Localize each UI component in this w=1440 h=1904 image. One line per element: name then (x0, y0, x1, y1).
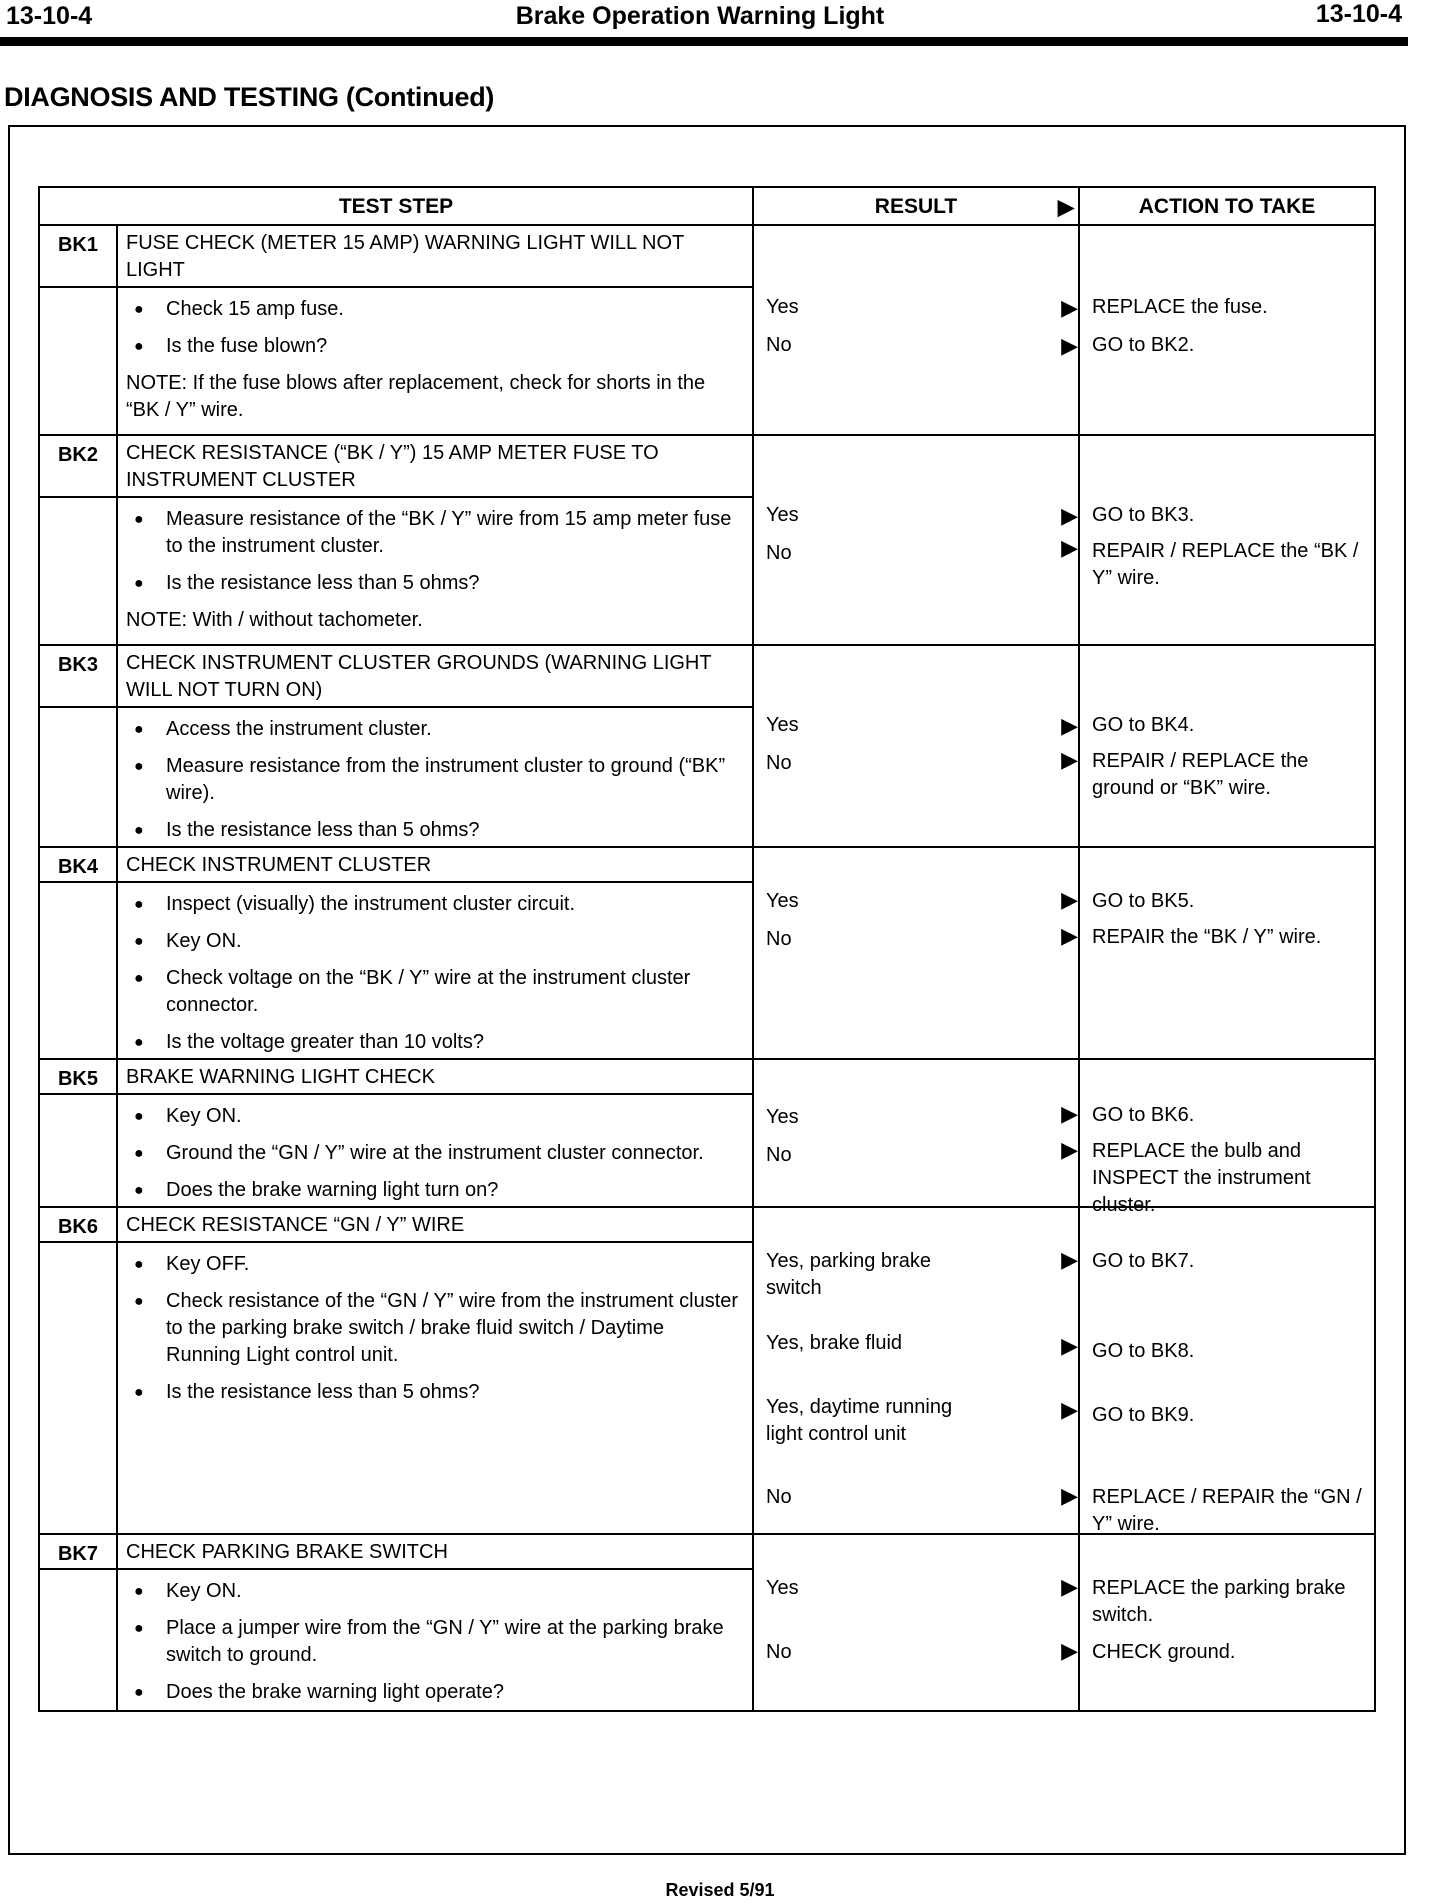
table-header-row (39, 187, 1375, 225)
step-id: BK1 (39, 225, 117, 287)
action-text: GO to BK6. (1092, 1104, 1195, 1126)
list-item: ● Is the voltage greater than 10 volts? (126, 1029, 744, 1056)
page-title: Brake Operation Warning Light (515, 2, 885, 30)
action-text: REPLACE the fuse. (1092, 296, 1268, 318)
step-id-spacer (39, 707, 117, 847)
step-id: BK6 (39, 1207, 117, 1242)
test-step-header: TEST STEP (39, 187, 753, 225)
arrow-right-icon: ▶ (1061, 295, 1079, 320)
arrow-right-icon: ▶ (1061, 713, 1079, 738)
action-cell (1079, 435, 1375, 645)
table-row (39, 1534, 1375, 1569)
step-body (117, 497, 753, 645)
result-cell (753, 645, 1079, 847)
table-row (39, 1207, 1375, 1242)
arrow-right-icon: ▶ (1057, 196, 1075, 219)
step-title: CHECK PARKING BRAKE SWITCH (117, 1534, 753, 1569)
list-item: ● Key ON. (126, 928, 744, 955)
list-item: ● Is the resistance less than 5 ohms? (126, 570, 744, 597)
step-body (117, 882, 753, 1059)
action-text: REPAIR the “BK / Y” wire. (1092, 926, 1322, 948)
action-text: REPAIR / REPLACE the ground or “BK” wire. (1092, 750, 1309, 799)
arrow-right-icon: ▶ (1061, 503, 1079, 528)
list-item: ● Inspect (visually) the instrument cluster circuit. (126, 891, 744, 918)
result-value: Yes (766, 890, 799, 912)
list-item: ● Key ON. (126, 1578, 744, 1605)
result-value: No (766, 1144, 792, 1166)
arrow-right-icon: ▶ (1061, 333, 1079, 358)
table-row (39, 225, 1375, 287)
result-value: No (766, 334, 792, 356)
step-id-spacer (39, 1569, 117, 1711)
step-body (117, 707, 753, 847)
arrow-right-icon: ▶ (1061, 1574, 1079, 1599)
action-header: ACTION TO TAKE (1079, 187, 1375, 225)
step-id-spacer (39, 1094, 117, 1207)
result-value: No (766, 542, 792, 564)
step-body (117, 1242, 753, 1534)
arrow-right-icon: ▶ (1061, 1137, 1079, 1162)
result-header-label: RESULT (874, 194, 958, 218)
step-body (117, 1569, 753, 1711)
section-title: DIAGNOSIS AND TESTING (Continued) (4, 82, 495, 112)
result-cell (753, 1534, 1079, 1711)
result-cell (753, 1207, 1079, 1534)
action-cell (1079, 1207, 1375, 1534)
result-value: Yes (766, 1106, 799, 1128)
action-text: GO to BK8. (1092, 1340, 1195, 1362)
action-text: REPLACE / REPAIR the “GN / Y” wire. (1092, 1486, 1362, 1535)
list-item: ● Is the fuse blown? (126, 333, 744, 360)
action-text: GO to BK3. (1092, 504, 1195, 526)
action-cell (1079, 1534, 1375, 1711)
list-item: ● Ground the “GN / Y” wire at the instrument cluster connector. (126, 1140, 744, 1167)
action-text: REPLACE the bulb and INSPECT the instrument cluster. (1092, 1140, 1311, 1216)
result-value: Yes, daytime running light control unit (766, 1396, 953, 1445)
result-value: No (766, 1486, 792, 1508)
list-item: ● Check voltage on the “BK / Y” wire at the instrument cluster connector. (126, 965, 744, 1019)
diagnosis-table (38, 186, 1376, 1712)
step-title: CHECK INSTRUMENT CLUSTER GROUNDS (WARNING LIGHT WILL NOT TURN ON) (117, 645, 753, 707)
action-cell (1079, 225, 1375, 435)
arrow-right-icon: ▶ (1061, 1247, 1079, 1272)
step-id: BK7 (39, 1534, 117, 1569)
list-item: ● Key OFF. (126, 1251, 744, 1278)
action-cell (1079, 645, 1375, 847)
list-item: ● Does the brake warning light turn on? (126, 1177, 744, 1204)
step-id-spacer (39, 1242, 117, 1534)
step-title: FUSE CHECK (METER 15 AMP) WARNING LIGHT WILL NOT LIGHT (117, 225, 753, 287)
table-row (39, 435, 1375, 497)
step-id-spacer (39, 497, 117, 645)
step-title: BRAKE WARNING LIGHT CHECK (117, 1059, 753, 1094)
page-number-right: 13-10-4 (1315, 0, 1402, 28)
page-number-left: 13-10-4 (6, 2, 93, 30)
list-item: ● Measure resistance of the “BK / Y” wire from 15 amp meter fuse to the instrument cluster. (126, 506, 744, 560)
result-header (753, 187, 1079, 225)
page-header (0, 0, 1408, 44)
result-value: No (766, 752, 792, 774)
arrow-right-icon: ▶ (1061, 887, 1079, 912)
step-id: BK2 (39, 435, 117, 497)
list-item: ● Key ON. (126, 1103, 744, 1130)
step-note: NOTE: If the fuse blows after replacement, check for shorts in the “BK / Y” wire. (126, 372, 706, 421)
result-cell (753, 435, 1079, 645)
list-item: ● Check resistance of the “GN / Y” wire from the instrument cluster to the parking brake switch / brake fluid switch / Daytime Running Light control unit. (126, 1288, 744, 1369)
step-title: CHECK INSTRUMENT CLUSTER (117, 847, 753, 882)
step-id: BK4 (39, 847, 117, 882)
list-item: ● Check 15 amp fuse. (126, 296, 744, 323)
step-id-spacer (39, 882, 117, 1059)
action-text: GO to BK5. (1092, 890, 1195, 912)
list-item: ● Place a jumper wire from the “GN / Y” wire at the parking brake switch to ground. (126, 1615, 744, 1669)
result-value: Yes (766, 296, 799, 318)
result-cell (753, 847, 1079, 1059)
arrow-right-icon: ▶ (1061, 535, 1079, 560)
list-item: ● Is the resistance less than 5 ohms? (126, 1379, 744, 1406)
list-item: ● Does the brake warning light operate? (126, 1679, 744, 1706)
arrow-right-icon: ▶ (1061, 923, 1079, 948)
result-value: No (766, 1641, 792, 1663)
arrow-right-icon: ▶ (1061, 1638, 1079, 1663)
arrow-right-icon: ▶ (1061, 1333, 1079, 1358)
result-value: Yes (766, 714, 799, 736)
action-text: CHECK ground. (1092, 1641, 1236, 1663)
result-value: Yes (766, 504, 799, 526)
arrow-right-icon: ▶ (1061, 1397, 1079, 1422)
arrow-right-icon: ▶ (1061, 747, 1079, 772)
action-text: REPLACE the parking brake switch. (1092, 1577, 1346, 1626)
table-row (39, 1059, 1375, 1094)
table-row (39, 645, 1375, 707)
list-item: ● Is the resistance less than 5 ohms? (126, 817, 744, 844)
action-cell (1079, 1059, 1375, 1216)
arrow-right-icon: ▶ (1061, 1483, 1079, 1508)
action-text: GO to BK2. (1092, 334, 1195, 356)
step-body (117, 1094, 753, 1207)
step-note: NOTE: With / without tachometer. (126, 609, 423, 631)
action-text: GO to BK4. (1092, 714, 1195, 736)
list-item: ● Access the instrument cluster. (126, 716, 744, 743)
result-value: No (766, 928, 792, 950)
revision-footer: Revised 5/91 (665, 1880, 775, 1900)
result-value: Yes, brake fluid (766, 1332, 903, 1354)
list-item: ● Measure resistance from the instrument cluster to ground (“BK” wire). (126, 753, 744, 807)
step-id: BK5 (39, 1059, 117, 1094)
header-rule (0, 37, 1408, 46)
step-title: CHECK RESISTANCE “GN / Y” WIRE (117, 1207, 753, 1242)
action-cell (1079, 847, 1375, 1059)
table-row (39, 847, 1375, 882)
result-value: Yes (766, 1577, 799, 1599)
result-cell (753, 1059, 1079, 1207)
action-text: REPAIR / REPLACE the “BK / Y” wire. (1092, 540, 1359, 589)
action-text: GO to BK9. (1092, 1404, 1195, 1426)
step-id-spacer (39, 287, 117, 435)
step-id: BK3 (39, 645, 117, 707)
result-cell (753, 225, 1079, 435)
step-title: CHECK RESISTANCE (“BK / Y”) 15 AMP METER FUSE TO INSTRUMENT CLUSTER (117, 435, 753, 497)
action-text: GO to BK7. (1092, 1250, 1195, 1272)
arrow-right-icon: ▶ (1061, 1101, 1079, 1126)
result-value: Yes, parking brake switch (766, 1250, 931, 1299)
step-body (117, 287, 753, 435)
